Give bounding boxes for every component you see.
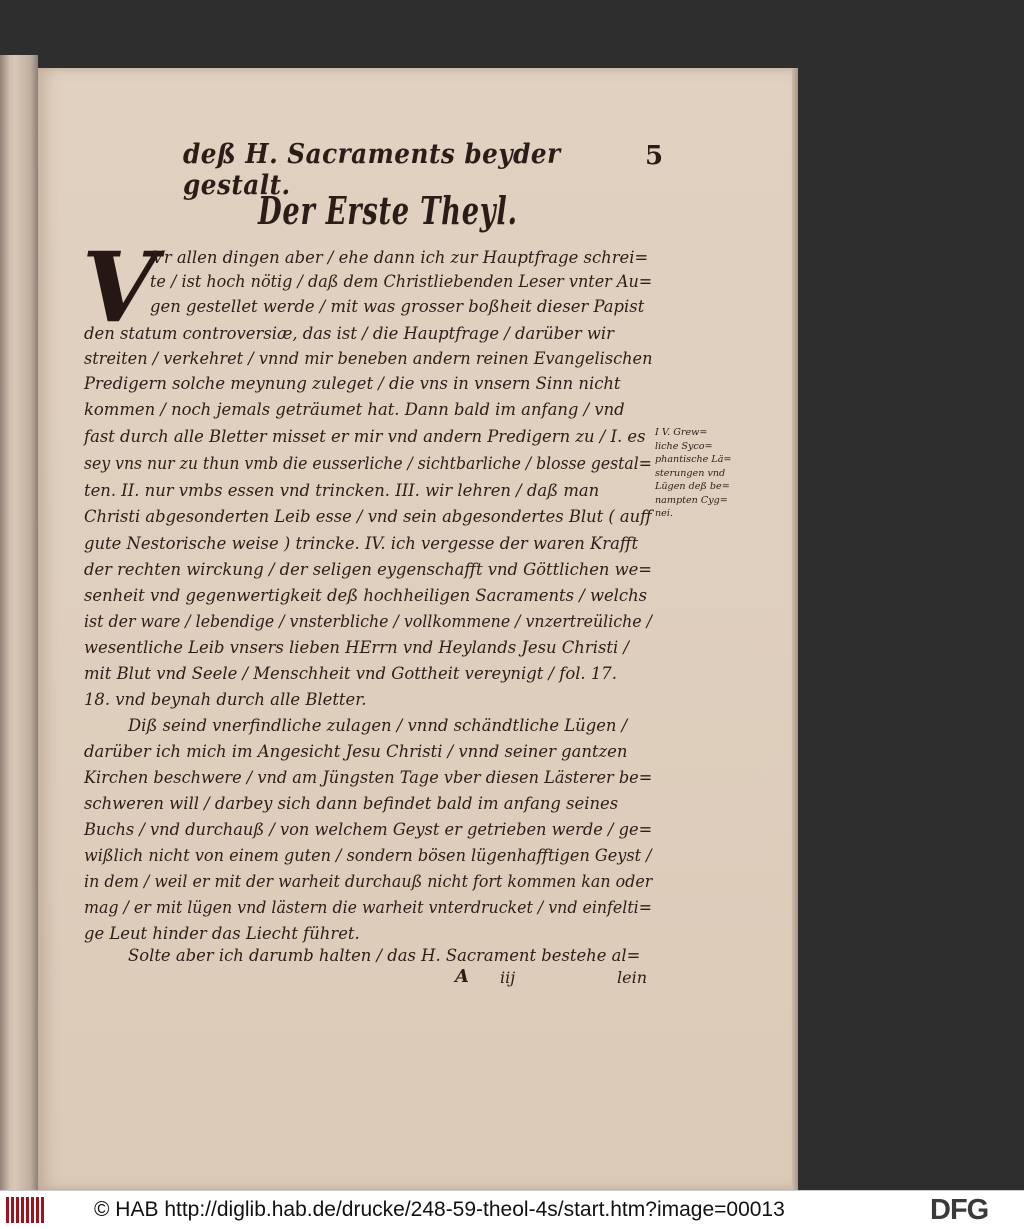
running-head: deß H. Sacraments beyder gestalt.	[183, 139, 561, 201]
signature-mark: A	[455, 966, 469, 987]
text-line-16: wesentliche Leib vnsers lieben HErrn vnd Heylands Jesu Christi /	[84, 638, 629, 657]
text-line-28: Solte aber ich darumb halten / das H. Sacrament bestehe al=	[128, 946, 641, 965]
text-line-25: in dem / weil er mit der warheit durchauß nicht fort kommen kan oder	[84, 872, 653, 891]
text-line-12: gute Nestorische weise ) trincke. IV. ich vergesse der waren Krafft	[84, 534, 639, 553]
page-number: 5	[645, 141, 664, 171]
text-line-26: mag / er mit lügen vnd lästern die warheit vnterdrucket / vnd einfelti=	[84, 898, 652, 917]
text-line-19: Diß seind vnerfindliche zulagen / vnnd schändtliche Lügen /	[128, 716, 628, 735]
text-line-1: Vr allen dingen aber / ehe dann ich zur Hauptfrage schrei=	[152, 248, 649, 267]
text-line-14: senheit vnd gegenwertigkeit deß hochheiligen Sacraments / welchs	[84, 586, 648, 605]
text-line-8: fast durch alle Bletter misset er mir vnd andern Predigern zu / I. es	[84, 427, 646, 446]
page-edge-right	[792, 68, 798, 1190]
text-line-22: schweren will / darbey sich dann befindet bald im anfang seines	[84, 794, 619, 813]
text-line-20: darüber ich mich im Angesicht Jesu Christi / vnnd seiner gantzen	[84, 742, 628, 761]
text-line-18: 18. vnd beynah durch alle Bletter.	[84, 690, 367, 709]
text-line-17: mit Blut vnd Seele / Menschheit vnd Gottheit vereynigt / fol. 17.	[84, 664, 617, 683]
text-line-5: streiten / verkehret / vnnd mir beneben andern reinen Evangelischen	[84, 349, 653, 368]
text-line-13: der rechten wirckung / der seligen eygenschafft vnd Göttlichen we=	[84, 560, 652, 579]
margin-note	[655, 426, 755, 521]
footer-bar	[0, 1190, 1024, 1229]
hab-logo-icon	[6, 1197, 46, 1223]
text-line-7: kommen / noch jemals geträumet hat. Dann bald im anfang / vnd	[84, 400, 625, 419]
text-line-23: Buchs / vnd durchauß / von welchem Geyst er getrieben werde / ge=	[84, 820, 653, 839]
text-line-9: sey vns nur zu thun vmb die eusserliche / sichtbarliche / blosse gestal=	[84, 454, 652, 473]
text-line-11: Christi abgesonderten Leib esse / vnd sein abgesondertes Blut ( auff	[84, 507, 652, 526]
margin-note-line: Lügen deß be=	[655, 481, 730, 492]
left-page-edge	[0, 55, 38, 1190]
margin-note-line: sterungen vnd	[655, 467, 726, 479]
text-line-24: wißlich nicht von einem guten / sondern bösen lügenhafftigen Geyst /	[84, 846, 652, 865]
text-line-21: Kirchen beschwere / vnd am Jüngsten Tage vber diesen Lästerer be=	[84, 768, 653, 787]
dfg-logo: DFG	[930, 1194, 989, 1226]
text-line-3: gen gestellet werde / mit was grosser boßheit dieser Papist	[150, 297, 645, 316]
signature-folio: iij	[500, 968, 516, 987]
catchword: lein	[617, 968, 648, 987]
text-line-15: ist der ware / lebendige / vnsterbliche / vollkommene / vnzertreüliche /	[84, 612, 652, 631]
text-line-4: den statum controversiæ, das ist / die Hauptfrage / darüber wir	[84, 324, 615, 343]
margin-note-line: phantische Lä=	[655, 454, 732, 465]
text-line-10: ten. II. nur vmbs essen vnd trincken. III. wir lehren / daß man	[84, 481, 600, 500]
margin-note-line: nampten Cyg=	[655, 494, 728, 506]
text-line-6: Predigern solche meynung zuleget / die vns in vnsern Sinn nicht	[84, 374, 621, 393]
margin-note-line: liche Syco=	[655, 440, 713, 452]
part-title: Der Erste Theyl.	[258, 188, 518, 233]
text-line-27: ge Leut hinder das Liecht führet.	[84, 924, 360, 943]
margin-note-line: nei.	[655, 508, 673, 519]
footer-source-link[interactable]: © HAB http://diglib.hab.de/drucke/248-59-theol-4s/start.htm?image=00013	[94, 1198, 785, 1221]
drop-cap: V	[82, 231, 157, 344]
text-line-2: te / ist hoch nötig / daß dem Christliebenden Leser vnter Au=	[150, 272, 653, 291]
margin-note-line: I V. Grew=	[655, 427, 708, 438]
